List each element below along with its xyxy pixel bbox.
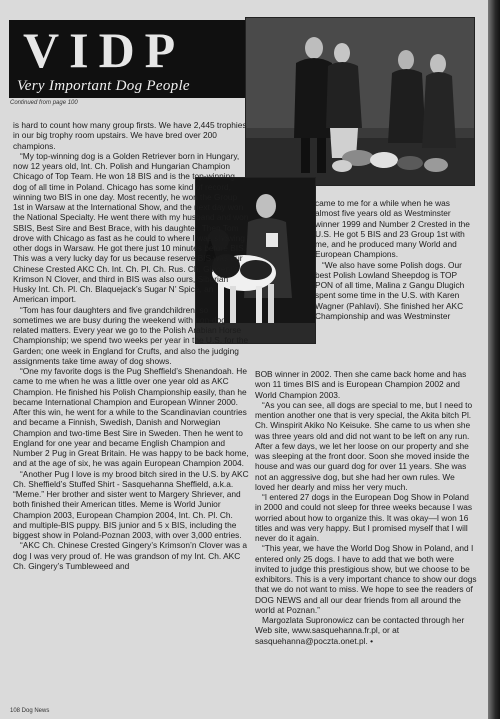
paragraph: “This year, we have the World Dog Show in Poland, and I entered only 25 dogs. I have to add that we both were invited to judge this prestigious show, but we choose to be exhibitors. This is a very important chance to show our dogs that we do not want to miss. We hope to see the readers of DOG NEWS and all our dear friends from all around the world at Poznan.” [255,543,477,615]
author-contact: Margozlata Supronowicz can be contacted through her Web site, www.sasquehanna.fr.pl, or at sasquehanna@poczta.onet.pl. • [255,615,465,646]
group-photo-image [246,18,474,185]
paragraph: “As you can see, all dogs are special to me, but I need to mention another one that is very special, the Akita bitch Pl. Ch. Winspirit Akiko No Keisuke. She came to us when she was three years old and did not want to be left on any run. After a few days, we let her loose on our property and she was sleeping at the front door. Soon she moved inside the house and was our guard dog for over 11 years. She was not an aggressive dog, but she had her own rules. We loved her dearly and miss her very much. [255,399,473,492]
article-column-right-top [315,198,470,321]
paragraph: is hard to count how many group firsts. We have 2,445 trophies in our big trophy room upstairs. We have bred over 200 champions. [13,120,247,151]
group-photo [246,18,474,185]
paragraph: “My top-winning dog is a Golden Retriever born in Hungary, now 12 years old, Int. Ch. Polish and Hungarian Champion Chicago of Top Team. He won 18 BIS and is the top-winning dog of all time in Poland. Chicago has some kind of record, winning two BIS in one day. Most recently, he won the Group 1st in Warsaw at the International Show, and the next day won the National Specialty. He went there with my husband and won SBIS, Best Sire and Best Brace, with his daughter. Then Tom drove with Chicago as fast as he could to where I was showing other dogs in Warsaw. He got there just 10 minutes before BIS. This was a very lucky day for us because reserve BIS was our Chinese Crested AKC Ch. Int. Ch. Pl. Ch. Rus. Ch. Gingery’s Krimson N Clover, and third in BIS was also ours, Siberian Husky Int. Ch. Pl. Ch. Blaquejack’s Sugar N’ Spice, an American import. [13,150,249,305]
paragraph: came to me for a while when he was almost five years old as Westminster winner 1999 and Number 2 Crested in the U.S. He got 5 BIS and 23 Group 1st with me, and he produced many World and European Champions. [315,198,470,260]
continued-note: Continued from page 100 [10,100,78,106]
page-edge [488,0,500,719]
paragraph: “AKC Ch. Chinese Crested Gingery’s Krimson’n Clover was a dog I was very proud of. He was grandson of my Int. Ch. AKC Ch. Gingery’s Tumbleweed and [13,540,248,571]
column-header [9,20,259,98]
paragraph: “Tom has four daughters and five grandchildren, so sometimes we are busy during the weekend with non-dog related matters. Every year we go to the Polish Arabian Horse Championship; we spend two weeks per year in the U.S. for the Garden; one week in England for Crufts, and also the judging assignments take time away of dog shows. [13,304,249,366]
column-title: VIDP [23,22,186,78]
paragraph: “One my favorite dogs is the Pug Sheffield’s Shenandoah. He came to me when he was a little over one year old as AKC Champion. He finished his Polish Championship easily, than he became International Champion and European Winner 2000. After this win, he went for a while to the Scandinavian countries and became a Finnish, Swedish, Danish and Norwegian Champion and two-time Best Sire in Sweden. Then he went to England for one year and became English Champion and Number 2 Pug in Great Britain. He was happy to be back home, and at the age of six, he was again European Champion 2004. [13,366,249,469]
paragraph: BOB winner in 2002. Then she came back home and has won 11 times BIS and is European Champion 2002 and World Champion 2003. [255,369,467,400]
article-column-right [255,369,477,646]
column-tagline: Very Important Dog People [17,78,190,94]
paragraph: “I entered 27 dogs in the European Dog Show in Poland in 2000 and could not sleep for three weeks because I was worried about how to organize this. It was okay—I won 16 titles and was very happy. But I promised myself that I will never do it again. [255,492,473,543]
article-column-left [13,120,249,571]
paragraph: “We also have some Polish dogs. Our best Polish Lowland Sheepdog is TOP PON of all time, Malina z Gangu Dlugich spent some time in the U.S. with Karen Wagner (Pahlavi). She finished her AKC Championship and was Westminster [315,259,465,321]
paragraph: “Another Pug I love is my brood bitch sired in the U.S. by AKC Ch. Sheffield’s Stuffed Shirt - Sasquehanna Sheffield, a.k.a. “Meme.” Her brother and sister went to Margery Shriever, and both finished their American titles. Meme is World Junior Champion 2003, European Champion 2004, Int. Ch. Pl. Ch. and multiple-BIS puppy. BIS junior and 5 x BIS, including the biggest show in Poland-Poznan 2003, with over 3,000 entries. [13,468,249,540]
page-folio: 108 Dog News [10,708,50,714]
